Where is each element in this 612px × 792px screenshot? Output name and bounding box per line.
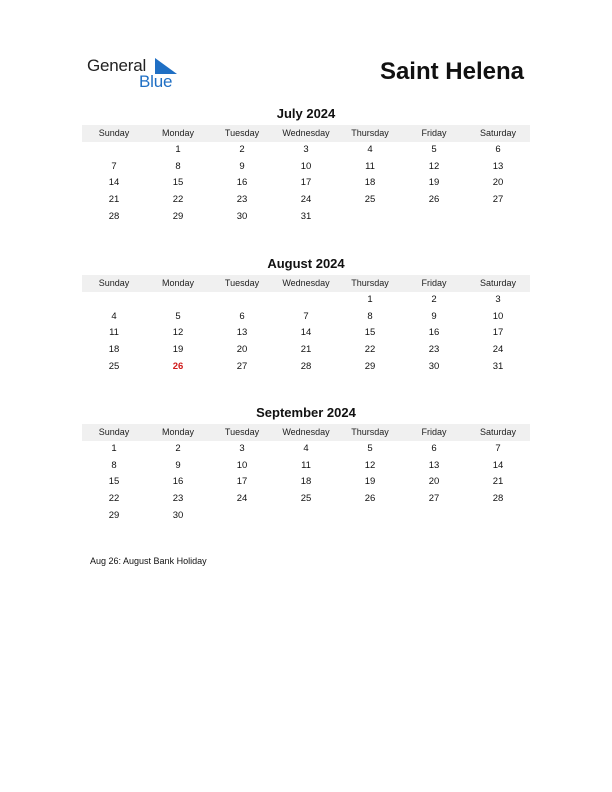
day-cell: 1 bbox=[111, 443, 117, 454]
week-row bbox=[82, 491, 530, 508]
day-cell: 10 bbox=[300, 160, 312, 172]
day-cell: 6 bbox=[431, 443, 437, 454]
day-cell: 19 bbox=[172, 344, 184, 356]
day-cell: 19 bbox=[364, 476, 376, 488]
day-cell: 1 bbox=[367, 294, 373, 305]
day-cell bbox=[402, 209, 466, 226]
day-cell: 21 bbox=[108, 194, 120, 206]
week-row bbox=[82, 159, 530, 176]
day-cell: 4 bbox=[111, 310, 117, 322]
day-cell bbox=[210, 508, 274, 525]
day-cell: 8 bbox=[111, 459, 117, 471]
day-cell: 6 bbox=[239, 310, 245, 322]
logo-word-blue: Blue bbox=[139, 72, 173, 91]
weekday-header-row bbox=[82, 424, 530, 441]
day-cell: 31 bbox=[300, 210, 312, 222]
day-cell: 12 bbox=[428, 160, 440, 172]
day-cell: 25 bbox=[108, 360, 120, 372]
weekday-label: Friday bbox=[421, 427, 447, 437]
day-cell: 28 bbox=[108, 210, 120, 222]
day-cell: 23 bbox=[172, 493, 184, 505]
day-cell bbox=[466, 209, 530, 226]
day-cell bbox=[82, 142, 146, 159]
holiday-note: Aug 26: August Bank Holiday bbox=[90, 556, 207, 566]
day-cell: 24 bbox=[236, 493, 248, 505]
day-cell: 27 bbox=[492, 194, 504, 206]
day-cell: 7 bbox=[495, 443, 501, 454]
weekday-label: Thursday bbox=[351, 128, 389, 138]
week-row bbox=[82, 474, 530, 491]
week-row bbox=[82, 309, 530, 326]
day-cell: 11 bbox=[365, 160, 375, 172]
day-cell: 13 bbox=[428, 459, 440, 471]
day-cell: 5 bbox=[175, 310, 181, 322]
day-cell: 27 bbox=[236, 360, 248, 372]
day-cell: 16 bbox=[172, 476, 184, 488]
logo bbox=[87, 56, 187, 92]
weekday-label: Saturday bbox=[479, 427, 517, 437]
week-row bbox=[82, 292, 530, 309]
day-cell: 30 bbox=[236, 210, 248, 222]
day-cell: 2 bbox=[431, 294, 437, 305]
day-cell: 14 bbox=[300, 327, 312, 339]
month-september bbox=[82, 405, 530, 524]
day-cell: 16 bbox=[236, 177, 248, 189]
month-title: August 2024 bbox=[267, 256, 345, 271]
day-cell: 27 bbox=[428, 493, 440, 505]
day-cell: 12 bbox=[172, 327, 184, 339]
day-cell: 15 bbox=[172, 177, 184, 189]
day-cell: 22 bbox=[108, 493, 120, 505]
week-row bbox=[82, 175, 530, 192]
day-cell bbox=[274, 292, 338, 309]
day-cell: 11 bbox=[109, 327, 119, 339]
month-title: September 2024 bbox=[256, 405, 356, 420]
weekday-label: Monday bbox=[161, 128, 195, 138]
day-cell: 12 bbox=[364, 459, 376, 471]
day-cell: 26 bbox=[428, 194, 440, 206]
day-cell: 29 bbox=[364, 360, 376, 372]
weekday-label: Sunday bbox=[98, 128, 130, 138]
day-cell bbox=[338, 209, 402, 226]
holiday-notes bbox=[90, 556, 207, 566]
day-cell: 7 bbox=[111, 160, 117, 172]
week-row bbox=[82, 458, 530, 475]
day-cell: 24 bbox=[492, 344, 504, 356]
day-cell: 30 bbox=[428, 360, 440, 372]
weekday-label: Wednesday bbox=[282, 278, 330, 288]
day-cell: 22 bbox=[364, 344, 376, 356]
day-cell: 17 bbox=[236, 476, 248, 488]
day-cell bbox=[338, 508, 402, 525]
day-cell: 9 bbox=[239, 160, 245, 172]
day-cell: 4 bbox=[303, 443, 309, 454]
day-cell: 28 bbox=[492, 493, 504, 505]
weekday-label: Wednesday bbox=[282, 427, 330, 437]
day-cell: 17 bbox=[492, 327, 504, 339]
day-cell: 8 bbox=[367, 310, 373, 322]
day-cell bbox=[210, 292, 274, 309]
day-cell: 11 bbox=[301, 459, 311, 471]
day-cell: 2 bbox=[175, 443, 181, 454]
day-cell: 10 bbox=[236, 459, 248, 471]
day-cell: 1 bbox=[175, 144, 181, 155]
day-cell: 6 bbox=[495, 144, 501, 155]
week-row bbox=[82, 441, 530, 458]
day-cell: 4 bbox=[367, 144, 373, 155]
day-cell: 23 bbox=[236, 194, 248, 206]
weekday-label: Tuesday bbox=[224, 427, 260, 437]
week-row bbox=[82, 359, 530, 376]
day-cell: 22 bbox=[172, 194, 184, 206]
day-cell: 14 bbox=[108, 177, 120, 189]
holiday-day-cell: 26 bbox=[172, 360, 184, 372]
weekday-label: Thursday bbox=[351, 427, 389, 437]
week-row bbox=[82, 342, 530, 359]
day-cell: 20 bbox=[492, 177, 504, 189]
day-cell: 8 bbox=[175, 160, 181, 172]
weekday-label: Monday bbox=[161, 427, 195, 437]
weekday-label: Saturday bbox=[479, 128, 517, 138]
weekday-label: Friday bbox=[421, 128, 447, 138]
day-cell: 9 bbox=[175, 459, 181, 471]
month-july bbox=[82, 106, 530, 225]
weekday-header-row bbox=[82, 275, 530, 292]
day-cell: 30 bbox=[172, 509, 184, 521]
day-cell: 21 bbox=[492, 476, 504, 488]
day-cell: 9 bbox=[431, 310, 437, 322]
country-title: Saint Helena bbox=[379, 58, 524, 85]
day-cell: 5 bbox=[431, 144, 437, 155]
logo-word-general: General bbox=[87, 56, 147, 75]
weekday-label: Wednesday bbox=[282, 128, 330, 138]
day-cell: 13 bbox=[492, 160, 504, 172]
day-cell bbox=[466, 508, 530, 525]
day-cell: 26 bbox=[364, 493, 376, 505]
day-cell: 14 bbox=[492, 459, 504, 471]
day-cell: 15 bbox=[364, 327, 376, 339]
day-cell: 19 bbox=[428, 177, 440, 189]
weekday-label: Friday bbox=[421, 278, 447, 288]
day-cell: 13 bbox=[236, 327, 248, 339]
day-cell: 18 bbox=[108, 344, 120, 356]
day-cell: 29 bbox=[172, 210, 184, 222]
weekday-label: Tuesday bbox=[224, 128, 260, 138]
day-cell: 2 bbox=[239, 144, 245, 155]
day-cell: 17 bbox=[300, 177, 312, 189]
day-cell: 23 bbox=[428, 344, 440, 356]
day-cell: 25 bbox=[300, 493, 312, 505]
day-cell: 29 bbox=[108, 509, 120, 521]
day-cell: 20 bbox=[236, 344, 248, 356]
day-cell: 18 bbox=[300, 476, 312, 488]
weekday-header-row bbox=[82, 125, 530, 142]
day-cell: 25 bbox=[364, 194, 376, 206]
day-cell: 3 bbox=[303, 144, 309, 155]
day-cell: 28 bbox=[300, 360, 312, 372]
day-cell: 24 bbox=[300, 194, 312, 206]
day-cell: 15 bbox=[108, 476, 120, 488]
weekday-label: Sunday bbox=[98, 427, 130, 437]
day-cell: 31 bbox=[492, 360, 504, 372]
weekday-label: Sunday bbox=[98, 278, 130, 288]
day-cell: 3 bbox=[495, 294, 501, 305]
day-cell bbox=[274, 508, 338, 525]
day-cell bbox=[402, 508, 466, 525]
day-cell: 3 bbox=[239, 443, 245, 454]
month-title: July 2024 bbox=[276, 106, 336, 121]
day-cell: 10 bbox=[492, 310, 504, 322]
day-cell bbox=[146, 292, 210, 309]
week-row bbox=[82, 209, 530, 226]
week-row bbox=[82, 325, 530, 342]
day-cell: 20 bbox=[428, 476, 440, 488]
week-row bbox=[82, 142, 530, 159]
week-row bbox=[82, 508, 530, 525]
day-cell bbox=[82, 292, 146, 309]
weekday-label: Tuesday bbox=[224, 278, 260, 288]
day-cell: 16 bbox=[428, 327, 440, 339]
month-august bbox=[82, 256, 530, 375]
day-cell: 18 bbox=[364, 177, 376, 189]
week-row bbox=[82, 192, 530, 209]
weekday-label: Thursday bbox=[351, 278, 389, 288]
weekday-label: Monday bbox=[161, 278, 195, 288]
day-cell: 21 bbox=[300, 344, 312, 356]
day-cell: 5 bbox=[367, 443, 373, 454]
day-cell: 7 bbox=[303, 310, 309, 322]
weekday-label: Saturday bbox=[479, 278, 517, 288]
